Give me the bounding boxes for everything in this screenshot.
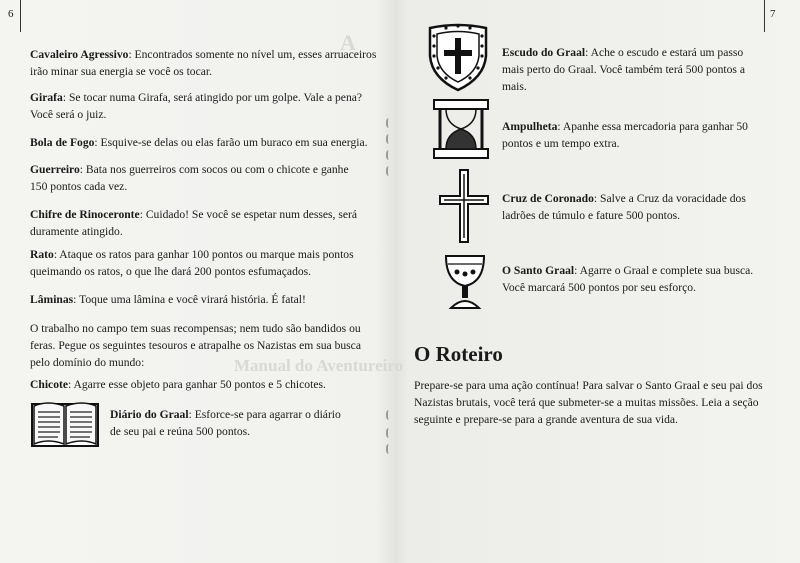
page-number-left: 6 [8,8,14,20]
entry-text: : Cuidado! Se você se espetar num desses, será duramente atingido. [30,208,358,238]
grail-chalice-icon [442,252,488,312]
binding-mark [386,150,393,160]
treasure-entry [502,118,762,152]
entry-term: Chifre de Rinoceronte [30,208,140,221]
shield-icon [426,22,490,92]
bleed-through-left: A [340,30,356,55]
entry-term: Girafa [30,91,63,104]
treasure-entry [502,44,757,95]
hourglass-icon [432,98,490,160]
treasure-entry [30,376,380,393]
enemy-entry [30,134,390,151]
entry-text: : Apanhe essa mercadoria para ganhar 50 pontos e um tempo extra. [502,120,748,150]
section-heading: O Roteiro [414,342,503,366]
binding-mark [386,444,393,454]
entry-text: : Toque uma lâmina e você virará história. É fatal! [73,293,306,306]
entry-term: Lâminas [30,293,74,306]
enemy-entry [30,246,375,280]
entry-text: : Esforce-se para agarrar o diário de seu pai e reúna 500 pontos. [110,408,341,438]
cross-icon [438,168,490,244]
treasure-entry [502,190,757,224]
entry-term: Escudo do Graal [502,46,586,59]
enemy-entry [30,206,375,240]
entry-term: Rato [30,248,54,261]
treasure-entry [502,262,762,296]
bleed-through-heading: Manual do Aventureiro [234,356,404,375]
entry-text: : Se tocar numa Girafa, será atingido por um golpe. Vale a pena? Você será o juiz. [30,91,363,121]
entry-term: Chicote [30,378,68,391]
enemy-entry [30,46,380,80]
entry-term: Cavaleiro Agressivo [30,48,129,61]
binding-mark [386,428,393,438]
entry-term: Cruz de Coronado [502,192,594,205]
enemy-entry [30,89,375,123]
binding-mark [386,166,393,176]
entry-term: Bola de Fogo [30,136,95,149]
entry-term: Diário do Graal [110,408,189,421]
entry-term: Ampulheta [502,120,558,133]
roteiro-paragraph: Prepare-se para uma ação contínua! Para salvar o Santo Graal e seu pai dos Nazistas brutais, você terá que submeter-se a muitas missões. Leia a seção seguinte e prepare-se para a grande aventura de sua vida. [414,379,763,426]
binding-mark [386,410,393,420]
margin-line-left [20,0,21,32]
enemy-entry [30,161,360,195]
binding-mark [386,118,393,128]
intro-paragraph: O trabalho no campo tem suas recompensas; nem tudo são bandidos ou feras. Pegue os seguintes tesouros e atrapalhe os Nazistas em sua busca pelo domínio do mundo: [30,322,361,369]
entry-text: : Encontrados somente no nível um, esses arruaceiros irão minar sua energia se você os tocar. [30,48,377,78]
entry-text: : Bata nos guerreiros com socos ou com o chicote e ganhe 150 pontos cada vez. [30,163,349,193]
entry-term: O Santo Graal [502,264,575,277]
treasure-entry [110,406,350,440]
entry-text: : Agarre o Graal e complete sua busca. Você marcará 500 pontos por seu esforço. [502,264,754,294]
entry-text: : Salve a Cruz da voracidade dos ladrões de túmulo e fature 500 pontos. [502,192,746,222]
enemy-entry [30,291,380,308]
open-book-icon [30,398,100,450]
entry-text: : Ataque os ratos para ganhar 100 pontos ou marque mais pontos queimando os ratos, o que lhe dará 200 pontos esfumaçados. [30,248,354,278]
page-number-right: 7 [770,8,776,20]
entry-term: Guerreiro [30,163,80,176]
entry-text: : Esquive-se delas ou elas farão um buraco em sua energia. [94,136,368,149]
entry-text: : Ache o escudo e estará um passo mais perto do Graal. Você também terá 500 pontos a mais. [502,46,745,93]
entry-text: : Agarre esse objeto para ganhar 50 pontos e 5 chicotes. [68,378,326,391]
margin-line-right [764,0,765,32]
